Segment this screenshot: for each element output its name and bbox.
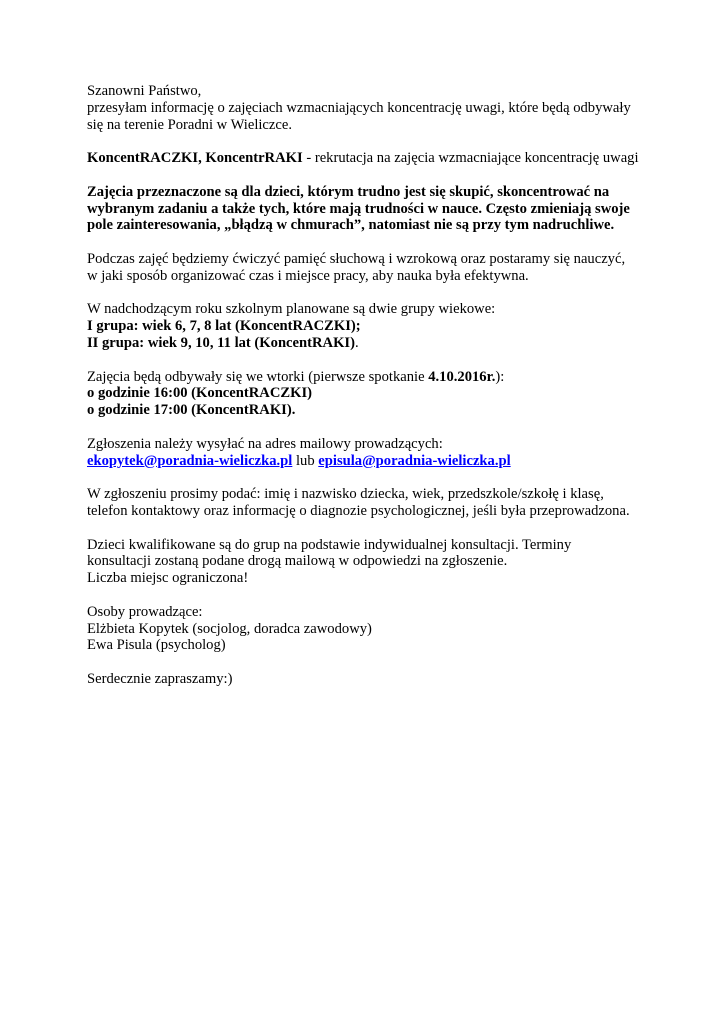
qualification-paragraph (87, 537, 647, 587)
greeting-line: przesyłam informację o zajęciach wzmacniających koncentrację uwagi, które będą odbywały (87, 99, 631, 116)
target-group-paragraph (87, 184, 647, 234)
qualification-line: konsultacji zostaną podane drogą mailową w odpowiedzi na zgłoszenie. (87, 553, 508, 570)
target-group-line: wybranym zadaniu a także tych, które mają trudności w nauce. Często zmieniają swoje (87, 200, 630, 217)
target-group-line: Zajęcia przeznaczone są dla dzieci, którym trudno jest się skupić, skoncentrować na (87, 183, 610, 200)
headline-title: KoncentRACZKI, KoncentrRAKI (87, 150, 303, 167)
schedule-intro-text: Zajęcia będą odbywały się we wtorki (pierwsze spotkanie (87, 368, 429, 385)
qualification-line: Dzieci kwalifikowane są do grup na podstawie indywidualnej konsultacji. Terminy (87, 536, 572, 553)
schedule-paragraph (87, 369, 647, 419)
goals-line: Podczas zajęć będziemy ćwiczyć pamięć słuchową i wzrokową oraz postaramy się nauczyć, (87, 250, 626, 267)
groups-intro: W nadchodzącym roku szkolnym planowane są dwie grupy wiekowe: (87, 301, 496, 318)
greeting-line: się na terenie Poradni w Wieliczce. (87, 116, 292, 133)
schedule-time-1: o godzinie 16:00 (KoncentRACZKI) (87, 385, 312, 402)
limited-places-note: Liczba miejsc ograniczona! (87, 570, 249, 587)
goals-paragraph (87, 251, 647, 285)
leaders-paragraph (87, 604, 647, 654)
group-2-end: . (354, 334, 359, 351)
required-info-paragraph (87, 486, 647, 520)
greeting-paragraph (87, 83, 647, 133)
email-connector: lub (292, 452, 319, 469)
group-2-label: II grupa: wiek 9, 10, 11 lat (KoncentRAKI) (87, 334, 355, 351)
email-link-pisula[interactable]: episula@poradnia-wieliczka.pl (318, 452, 511, 469)
leaders-intro: Osoby prowadzące: (87, 603, 203, 620)
target-group-line: pole zainteresowania, „błądzą w chmurach”, natomiast nie są przy tym nadruchliwe. (87, 217, 615, 234)
applications-intro: Zgłoszenia należy wysyłać na adres mailowy prowadzących: (87, 435, 443, 452)
closing-text: Serdecznie zapraszamy:) (87, 670, 233, 687)
headline-subtitle: - rekrutacja na zajęcia wzmacniające koncentrację uwagi (302, 150, 639, 167)
required-info-line: telefon kontaktowy oraz informację o diagnozie psychologicznej, jeśli była przeprowadzona. (87, 502, 630, 519)
applications-emails (87, 453, 647, 470)
group-2 (87, 335, 647, 352)
schedule-time-2: o godzinie 17:00 (KoncentRAKI). (87, 402, 296, 419)
applications-paragraph (87, 436, 647, 470)
schedule-intro (87, 369, 647, 386)
group-1: I grupa: wiek 6, 7, 8 lat (KoncentRACZKI); (87, 318, 361, 335)
greeting-salutation: Szanowni Państwo, (87, 83, 202, 99)
first-meeting-date: 4.10.2016r. (428, 368, 496, 385)
required-info-line: W zgłoszeniu prosimy podać: imię i nazwisko dziecka, wiek, przedszkole/szkołę i klasę, (87, 486, 604, 503)
document-body (87, 83, 647, 704)
schedule-intro-end: ): (495, 368, 505, 385)
goals-line: w jaki sposób organizować czas i miejsce pracy, aby nauka była efektywna. (87, 267, 529, 284)
leader-kopytek: Elżbieta Kopytek (socjolog, doradca zawodowy) (87, 620, 372, 637)
email-link-kopytek[interactable]: ekopytek@poradnia-wieliczka.pl (87, 452, 293, 469)
leader-pisula: Ewa Pisula (psycholog) (87, 637, 226, 654)
headline-paragraph (87, 150, 647, 167)
groups-paragraph (87, 301, 647, 351)
closing-paragraph (87, 671, 647, 688)
headline (87, 150, 647, 167)
